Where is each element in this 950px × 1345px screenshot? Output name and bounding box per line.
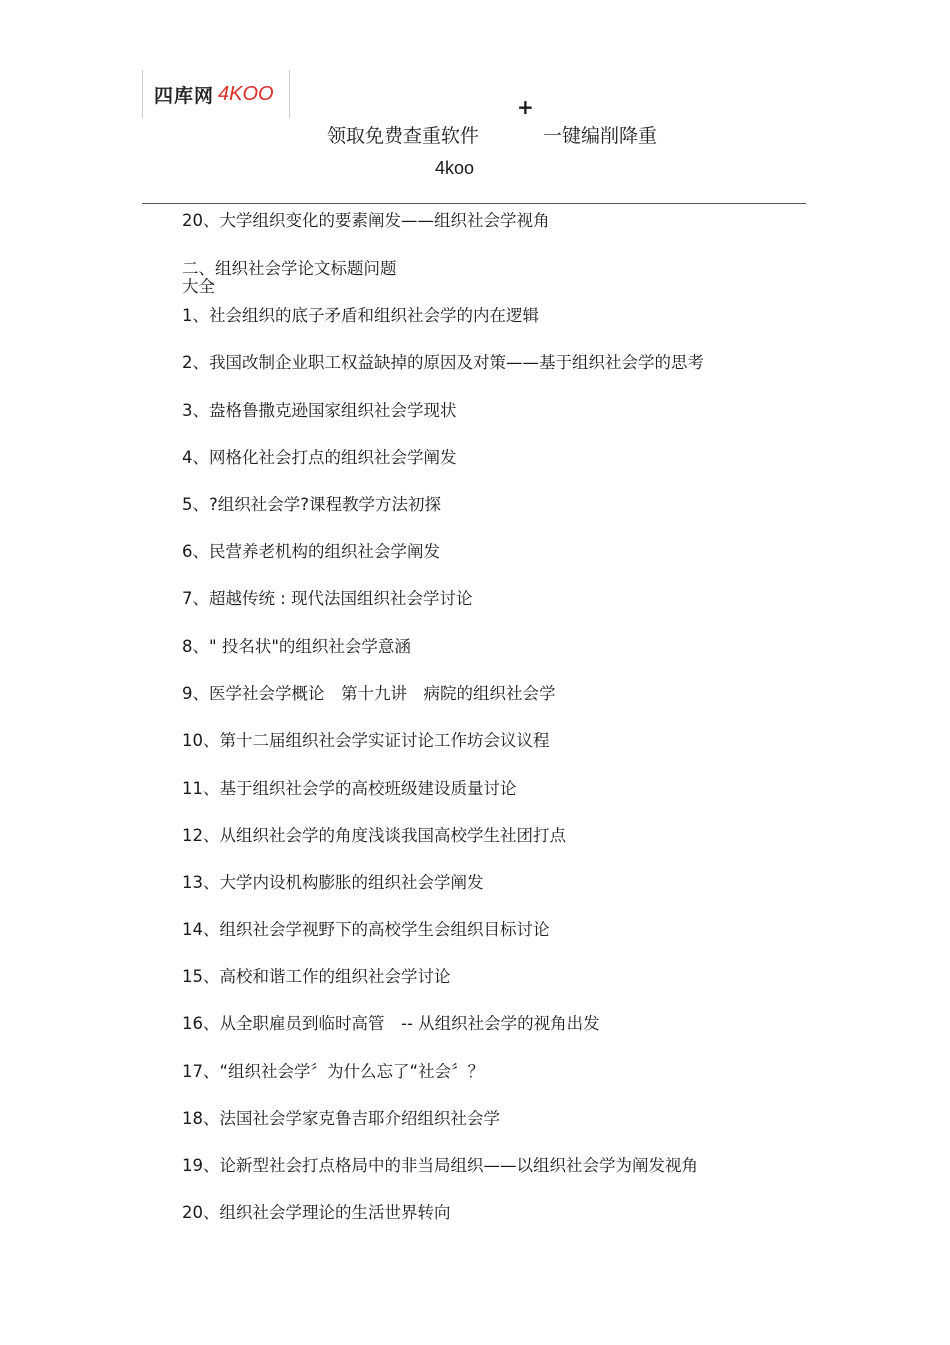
list-item: 15、高校和谐工作的组织社会学讨论	[182, 967, 451, 986]
list-item: 8、" 投名状"的组织社会学意涵	[182, 637, 411, 656]
list-item: 17、“组织社会学〞为什么忘了“社会〞？	[182, 1062, 485, 1081]
list-item: 9、医学社会学概论 第十九讲 病院的组织社会学	[182, 684, 556, 703]
list-item: 11、基于组织社会学的高校班级建设质量讨论	[182, 779, 517, 798]
list-item: 18、法国社会学家克鲁吉耶介绍组织社会学	[182, 1109, 500, 1128]
list-item: 16、从全职雇员到临时高管 -- 从组织社会学的视角出发	[182, 1014, 600, 1033]
list-item: 5、?组织社会学?课程教学方法初探	[182, 495, 442, 514]
top-list-item: 20、大学组织变化的要素阐发——组织社会学视角	[182, 211, 550, 230]
list-item: 3、盎格鲁撒克逊国家组织社会学现状	[182, 401, 457, 420]
plus-sign: +	[517, 95, 534, 119]
section-title-continued: 大全	[182, 277, 215, 296]
site-logo[interactable]	[142, 70, 290, 118]
list-item: 12、从组织社会学的角度浅谈我国高校学生社团打点	[182, 826, 566, 845]
free-check-software-text: 领取免费查重软件	[327, 125, 480, 147]
list-item: 1、社会组织的底子矛盾和组织社会学的内在逻辑	[182, 306, 539, 325]
list-item: 20、组织社会学理论的生活世界转向	[182, 1203, 451, 1222]
brand-subtext: 4koo	[435, 158, 475, 178]
list-item: 13、大学内设机构膨胀的组织社会学阐发	[182, 873, 484, 892]
list-item: 14、组织社会学视野下的高校学生会组织目标讨论	[182, 920, 550, 939]
one-click-rewrite-text: 一键编削降重	[543, 125, 658, 147]
list-item: 6、民营养老机构的组织社会学阐发	[182, 542, 440, 561]
section-title: 二、组织社会学论文标题问题	[182, 259, 397, 278]
logo-english-text: 4KOO	[218, 82, 274, 105]
list-item: 10、第十二届组织社会学实证讨论工作坊会议议程	[182, 731, 550, 750]
list-item: 4、网格化社会打点的组织社会学阐发	[182, 448, 457, 467]
header-divider	[142, 203, 806, 204]
list-item: 7、超越传统 : 现代法国组织社会学讨论	[182, 589, 473, 608]
list-item: 19、论新型社会打点格局中的非当局组织——以组织社会学为阐发视角	[182, 1156, 698, 1175]
logo-chinese-text: 四库网	[154, 84, 215, 107]
list-item: 2、我国改制企业职工权益缺掉的原因及对策——基于组织社会学的思考	[182, 353, 704, 372]
